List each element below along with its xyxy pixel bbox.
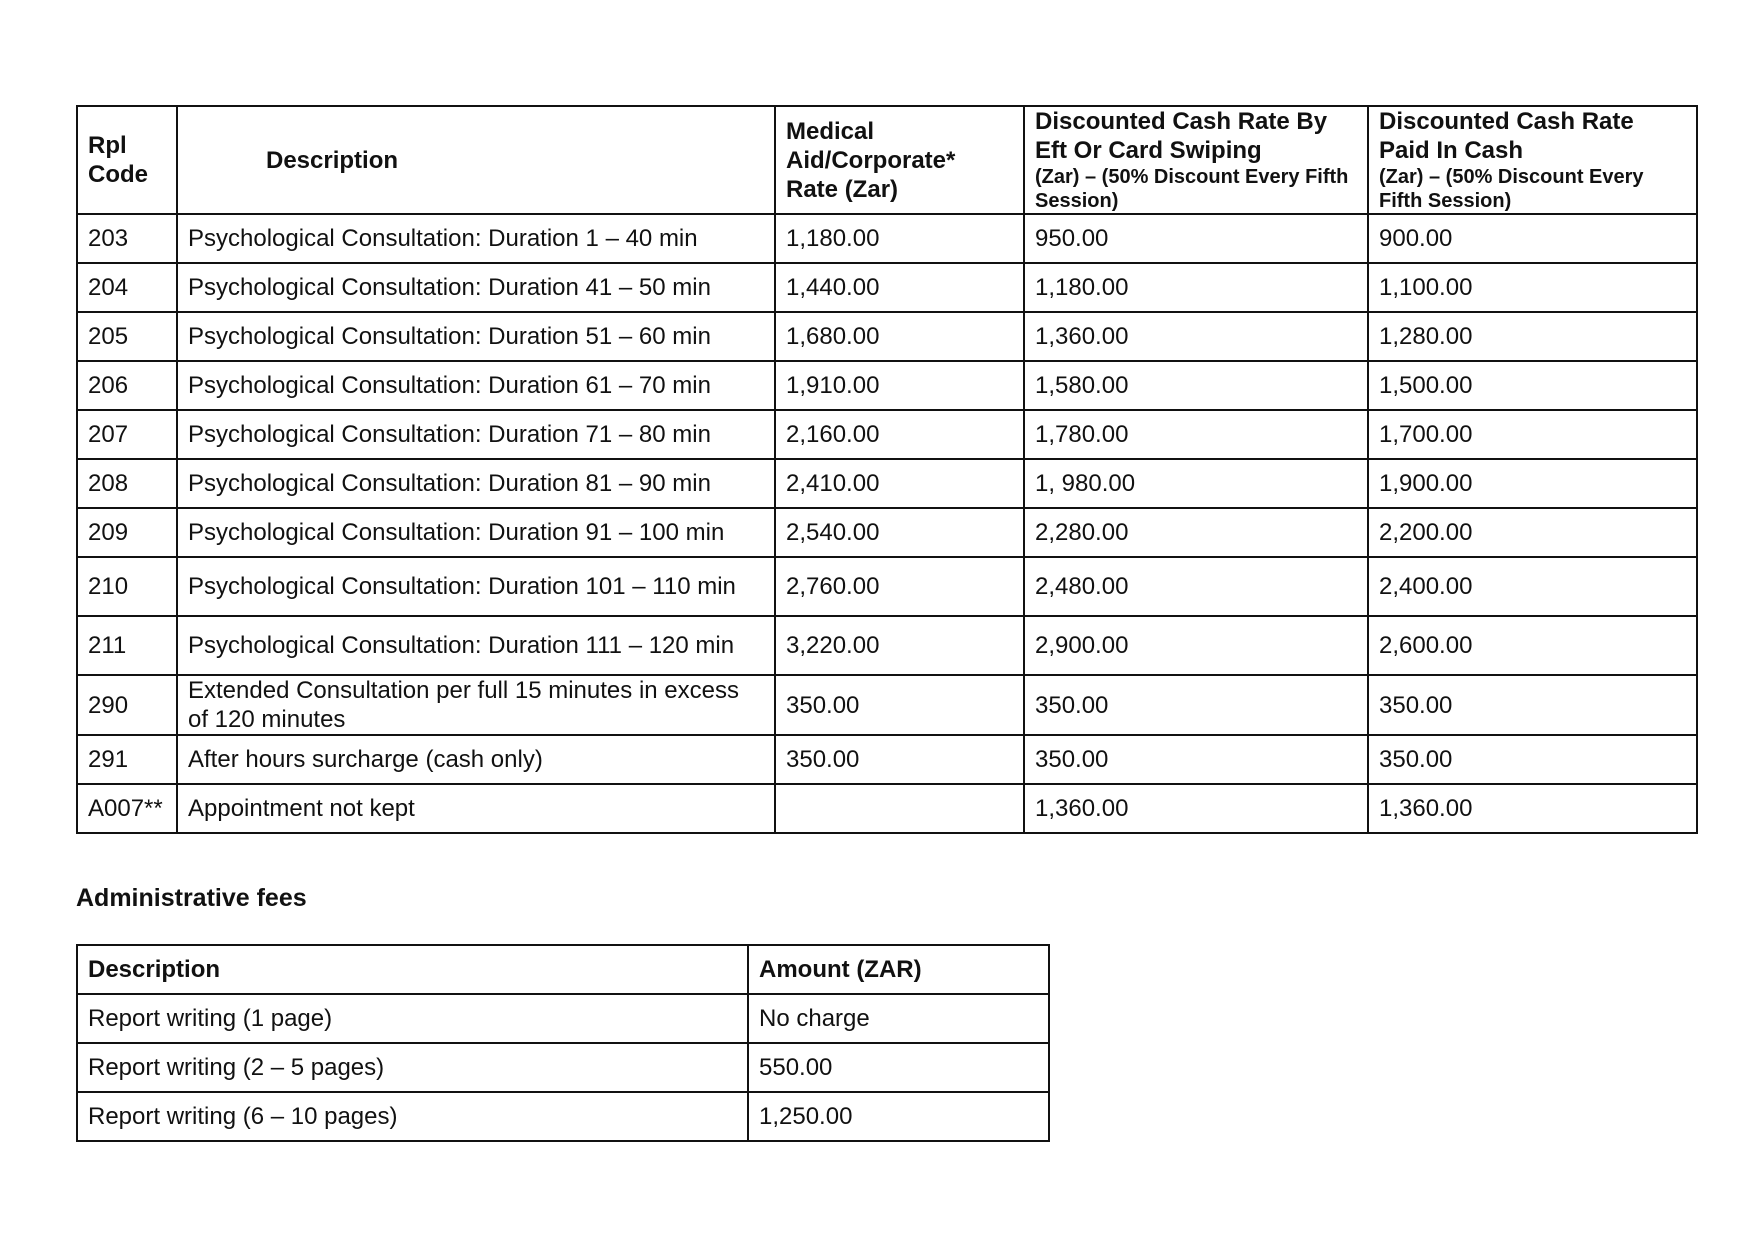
cell-medical-rate: 2,760.00: [775, 557, 1024, 616]
cell-medical-rate: 350.00: [775, 735, 1024, 784]
cell-cash-rate: 350.00: [1368, 735, 1697, 784]
table-row: [77, 557, 1697, 616]
cell-description: Psychological Consultation: Duration 1 – 40 min: [177, 214, 775, 263]
cell-cash-rate: 350.00: [1368, 675, 1697, 735]
cell-description: Psychological Consultation: Duration 111 – 120 min: [177, 616, 775, 675]
table-row: [77, 994, 1049, 1043]
table-row: [77, 508, 1697, 557]
admin-cell-amount: 550.00: [748, 1043, 1049, 1092]
cell-eft-rate: 2,480.00: [1024, 557, 1368, 616]
admin-cell-amount: No charge: [748, 994, 1049, 1043]
cell-code: 209: [77, 508, 177, 557]
table-row: [77, 459, 1697, 508]
admin-fees-heading: Administrative fees: [76, 884, 307, 912]
cell-medical-rate: 1,180.00: [775, 214, 1024, 263]
table-row: [77, 675, 1697, 735]
admin-cell-description: Report writing (2 – 5 pages): [77, 1043, 748, 1092]
cell-cash-rate: 1,360.00: [1368, 784, 1697, 833]
header-description: Description: [177, 106, 775, 214]
cell-eft-rate: 2,900.00: [1024, 616, 1368, 675]
cell-code: 205: [77, 312, 177, 361]
cell-medical-rate: [775, 784, 1024, 833]
cell-cash-rate: 1,500.00: [1368, 361, 1697, 410]
cell-medical-rate: 350.00: [775, 675, 1024, 735]
cell-code: 204: [77, 263, 177, 312]
cell-eft-rate: 2,280.00: [1024, 508, 1368, 557]
cell-medical-rate: 2,410.00: [775, 459, 1024, 508]
cell-eft-rate: 1,360.00: [1024, 312, 1368, 361]
table-row: [77, 1043, 1049, 1092]
cell-code: 291: [77, 735, 177, 784]
header-eft-rate: [1024, 106, 1368, 214]
table-row: [77, 784, 1697, 833]
cell-description: Extended Consultation per full 15 minutes in excess of 120 minutes: [177, 675, 775, 735]
admin-fees-table: [76, 944, 1050, 1142]
cell-code: 290: [77, 675, 177, 735]
header-medical-rate: Medical Aid/Corporate* Rate (Zar): [775, 106, 1024, 214]
admin-header-amount: Amount (ZAR): [748, 945, 1049, 994]
table-row: [77, 1092, 1049, 1141]
admin-cell-description: Report writing (6 – 10 pages): [77, 1092, 748, 1141]
cell-eft-rate: 950.00: [1024, 214, 1368, 263]
table-row: [77, 616, 1697, 675]
table-row: [77, 410, 1697, 459]
admin-header-description: Description: [77, 945, 748, 994]
cell-medical-rate: 3,220.00: [775, 616, 1024, 675]
header-cash-rate: [1368, 106, 1697, 214]
cell-description: Psychological Consultation: Duration 81 – 90 min: [177, 459, 775, 508]
cell-description: Psychological Consultation: Duration 91 – 100 min: [177, 508, 775, 557]
cell-eft-rate: 1,780.00: [1024, 410, 1368, 459]
header-cash-subtitle: (Zar) – (50% Discount Every Fifth Session): [1379, 166, 1644, 212]
table-row: [77, 312, 1697, 361]
cell-code: 207: [77, 410, 177, 459]
cell-description: Psychological Consultation: Duration 101 – 110 min: [177, 557, 775, 616]
table-row: [77, 214, 1697, 263]
cell-eft-rate: 1,360.00: [1024, 784, 1368, 833]
cell-description: Psychological Consultation: Duration 51 – 60 min: [177, 312, 775, 361]
cell-eft-rate: 1,180.00: [1024, 263, 1368, 312]
cell-description: Psychological Consultation: Duration 71 – 80 min: [177, 410, 775, 459]
header-eft-subtitle: (Zar) – (50% Discount Every Fifth Session): [1035, 166, 1349, 212]
cell-cash-rate: 1,900.00: [1368, 459, 1697, 508]
cell-eft-rate: 350.00: [1024, 735, 1368, 784]
cell-cash-rate: 1,100.00: [1368, 263, 1697, 312]
rates-header-row: [77, 106, 1697, 214]
cell-eft-rate: 350.00: [1024, 675, 1368, 735]
cell-cash-rate: 1,700.00: [1368, 410, 1697, 459]
cell-medical-rate: 2,160.00: [775, 410, 1024, 459]
cell-cash-rate: 1,280.00: [1368, 312, 1697, 361]
cell-eft-rate: 1, 980.00: [1024, 459, 1368, 508]
cell-medical-rate: 1,440.00: [775, 263, 1024, 312]
cell-cash-rate: 900.00: [1368, 214, 1697, 263]
cell-code: 210: [77, 557, 177, 616]
cell-cash-rate: 2,400.00: [1368, 557, 1697, 616]
cell-code: 208: [77, 459, 177, 508]
cell-description: Psychological Consultation: Duration 61 – 70 min: [177, 361, 775, 410]
cell-code: 203: [77, 214, 177, 263]
rates-table: [76, 105, 1698, 834]
header-code: Rpl Code: [77, 106, 177, 214]
header-eft-title: Discounted Cash Rate By Eft Or Card Swiping: [1035, 108, 1328, 164]
cell-medical-rate: 2,540.00: [775, 508, 1024, 557]
table-row: [77, 263, 1697, 312]
cell-description: After hours surcharge (cash only): [177, 735, 775, 784]
cell-cash-rate: 2,600.00: [1368, 616, 1697, 675]
cell-cash-rate: 2,200.00: [1368, 508, 1697, 557]
cell-description: Appointment not kept: [177, 784, 775, 833]
admin-cell-description: Report writing (1 page): [77, 994, 748, 1043]
cell-code: 211: [77, 616, 177, 675]
cell-code: A007**: [77, 784, 177, 833]
cell-medical-rate: 1,910.00: [775, 361, 1024, 410]
table-row: [77, 735, 1697, 784]
header-cash-title: Discounted Cash Rate Paid In Cash: [1379, 108, 1634, 164]
cell-code: 206: [77, 361, 177, 410]
cell-eft-rate: 1,580.00: [1024, 361, 1368, 410]
admin-cell-amount: 1,250.00: [748, 1092, 1049, 1141]
cell-description: Psychological Consultation: Duration 41 – 50 min: [177, 263, 775, 312]
table-row: [77, 361, 1697, 410]
cell-medical-rate: 1,680.00: [775, 312, 1024, 361]
admin-header-row: [77, 945, 1049, 994]
